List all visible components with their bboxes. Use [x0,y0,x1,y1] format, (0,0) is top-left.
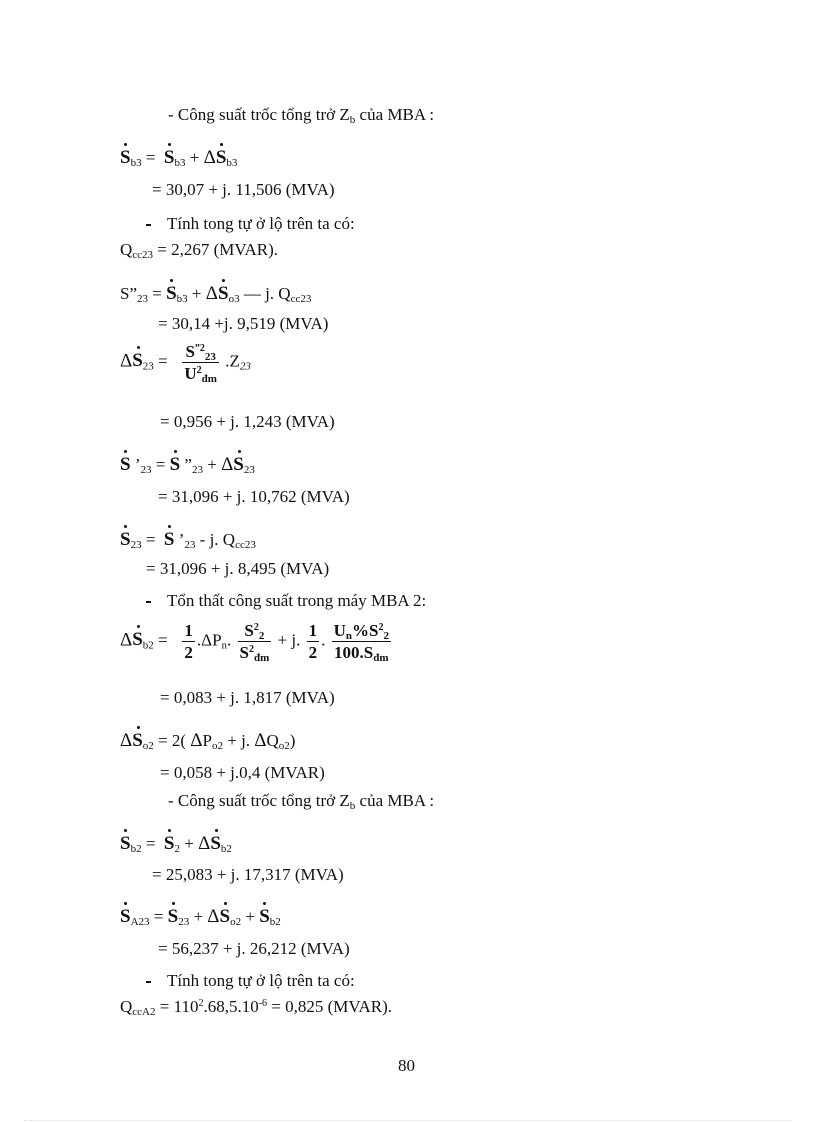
heading-power-before-impedance-1: - Công suất trốc tổng trở $Z_b$ của MBA : [168,105,435,126]
result-delta-s23: = 0,956 + j. 1,243 (MVA) [160,412,335,431]
bullet-icon [146,601,151,603]
result-sb3: = 30,07 + j. 11,506 (MVA) [152,180,335,199]
result-delta-sb2: = 0,083 + j. 1,817 (MVA) [160,688,335,707]
fraction-s2-sdm: $\frac{S^2_2}{S^2_{đm}}$ [239,621,270,664]
fraction-one-half-a: $\frac{1}{2}$ [184,621,193,662]
q-cca2: $Q_{ccA2} = 110^2.68,5.10^{-6} = 0,825$ (MVAR). [120,997,393,1018]
q-cc23: $Q_{cc23} = 2,267$ (MVAR). [120,240,279,261]
bullet-similar-2: Tính tong tự ở lộ trên ta có: [146,972,355,989]
heading-power-before-impedance-2: - Công suất trốc tổng trở $Z_b$ của MBA : [168,791,435,812]
result-delta-so2: = 0,058 + j.0,4 (MVAR) [160,763,325,782]
result-s23: = 31,096 + j. 8,495 (MVA) [146,559,330,578]
bullet-icon [146,981,151,983]
formula-sb2: $S_{b2} = S_2 + \Delta S_{b2}$ [120,833,232,855]
bullet-icon [146,224,151,226]
fraction-un-s2: $\frac{U_n\%S^2_2}{100.S_{đm}}$ [333,621,389,664]
formula-delta-so2: $\Delta S_{o2} = 2$( $\Delta P_{o2} + j$. $\Delta Q_{o2}$) [120,730,296,752]
bullet-transformer-loss: Tổn thất công suất trong máy MBA 2: [146,592,426,609]
result-sb2: = 25,083 + j. 17,317 (MVA) [152,865,344,884]
formula-s-double-prime-23: $S”_{23} = S_{b3} + \Delta S_{o3}$ — j. $Q_{cc23}$ [120,283,312,305]
fraction-s23-udm: $\frac{S^{”2}_{23}}{U^2_{đm}}$ [184,342,217,385]
formula-delta-s23: $\Delta S_{23}$ = $\frac{S^{”2}_{23}}{U^2_{đm}}$ $.Z_{23}$ [120,342,251,385]
formula-s23: $S_{23} = S$ $’_{23}$ - j. $Q_{cc23}$ [120,529,256,551]
fraction-one-half-b: $\frac{1}{2}$ [308,621,318,662]
formula-s-prime-23: S $’_{23} = S$ $”_{23} + \Delta S_{23}$ [120,454,255,476]
bullet-similar-1: Tính tong tự ở lộ trên ta có: [146,215,355,232]
formula-sa23: $S_{A23} = S_{23} + \Delta S_{o2} + S_{b2}$ [120,906,281,928]
formula-sb3: $S_{b3} = S_{b3} + \Delta S_{b3}$ [120,147,238,169]
result-sa23: = 56,237 + j. 26,212 (MVA) [158,939,350,958]
result-s-prime-23: = 31,096 + j. 10,762 (MVA) [158,487,350,506]
formula-delta-sb2: $\Delta S_{b2}$ = $\frac{1}{2}$ $.\Delta P_n$. $\frac{S^2_2}{S^2_{đm}}$ + j. $\frac{1}{2}$ . $\frac{U_n\%S^2_2}{100.S_{đm}}$ [120,621,389,664]
page-bottom-divider [24,1120,792,1121]
page-number: 80 [398,1056,415,1075]
result-s-double-prime-23: = 30,14 +j. 9,519 (MVA) [158,314,329,333]
